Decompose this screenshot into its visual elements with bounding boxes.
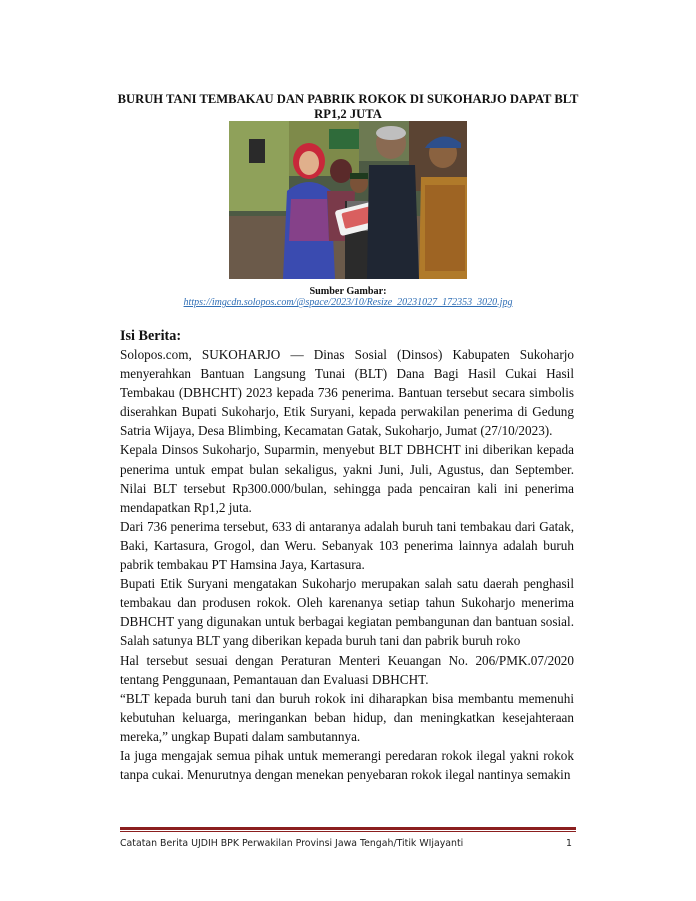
- footer-text: Catatan Berita UJDIH BPK Perwakilan Provinsi Jawa Tengah/Titik WIjayanti: [120, 838, 464, 849]
- paragraph-7: Ia juga mengajak semua pihak untuk memerangi peredaran rokok ilegal yakni rokok tanpa cukai. Menurutnya dengan menekan penyebaran rokok ilegal nantinya semakin: [120, 747, 574, 783]
- article-title: BURUH TANI TEMBAKAU DAN PABRIK ROKOK DI SUKOHARJO DAPAT BLT RP1,2 JUTA: [117, 92, 579, 121]
- paragraph-2: Kepala Dinsos Sukoharjo, Suparmin, menyebut BLT DBHCHT ini diberikan kepada penerima untuk empat bulan sekaligus, yakni Juni, Juli, Agustus, dan September. Nilai BLT tersebut Rp300.000/bulan, sehingga pada pencairan kali ini penerima mendapatkan Rp1,2 juta.: [120, 442, 574, 515]
- paragraph-1: Solopos.com, SUKOHARJO — Dinas Sosial (Dinsos) Kabupaten Sukoharjo menyerahkan Bantuan Langsung Tunai (BLT) Dana Bagi Hasil Cukai Hasil Tembakau (DBHCHT) 2023 kepada 736 penerima. Bantuan tersebut secara simbolis diserahkan Bupati Sukoharjo, Etik Suryani, kepada perwakilan penerima di Gedung Satria Wijaya, Desa Blimbing, Kecamatan Gatak, Sukoharjo, Jumat (27/10/2023).: [120, 347, 574, 439]
- paragraph-6: “BLT kepada buruh tani dan buruh rokok ini diharapkan bisa membantu memenuhi kebutuhan keluarga, meringankan beban hidup, dan meningkatkan kesejahteraan mereka,” ungkap Bupati dalam sambutannya.: [120, 690, 574, 744]
- article-body: [120, 345, 574, 784]
- image-source-label: Sumber Gambar:: [309, 286, 387, 297]
- section-heading: Isi Berita:: [120, 328, 182, 344]
- footer-rule-thick: [120, 827, 576, 830]
- image-source-link[interactable]: https://imgcdn.solopos.com/@space/2023/10/Resize_20231027_172353_3020.jpg: [183, 297, 513, 308]
- news-photo: [229, 121, 467, 279]
- footer-rule-thin: [120, 831, 576, 832]
- page-number: 1: [566, 838, 572, 849]
- paragraph-5: Hal tersebut sesuai dengan Peraturan Menteri Keuangan No. 206/PMK.07/2020 tentang Penggunaan, Pemantauan dan Evaluasi DBHCHT.: [120, 652, 574, 687]
- paragraph-4: Bupati Etik Suryani mengatakan Sukoharjo merupakan salah satu daerah penghasil tembakau dan produsen rokok. Oleh karenanya setiap tahun Sukoharjo menerima DBHCHT yang digunakan untuk berbagai kegiatan pembangunan dan bantuan sosial. Salah satunya BLT yang diberikan kepada buruh tani dan pabrik buruh roko: [120, 576, 574, 649]
- paragraph-3: Dari 736 penerima tersebut, 633 di antaranya adalah buruh tani tembakau dari Gatak, Baki, Kartasura, Grogol, dan Weru. Sebanyak 103 penerima lainnya adalah buruh pabrik tembakau PT Hamsina Jaya, Kartasura.: [120, 518, 574, 573]
